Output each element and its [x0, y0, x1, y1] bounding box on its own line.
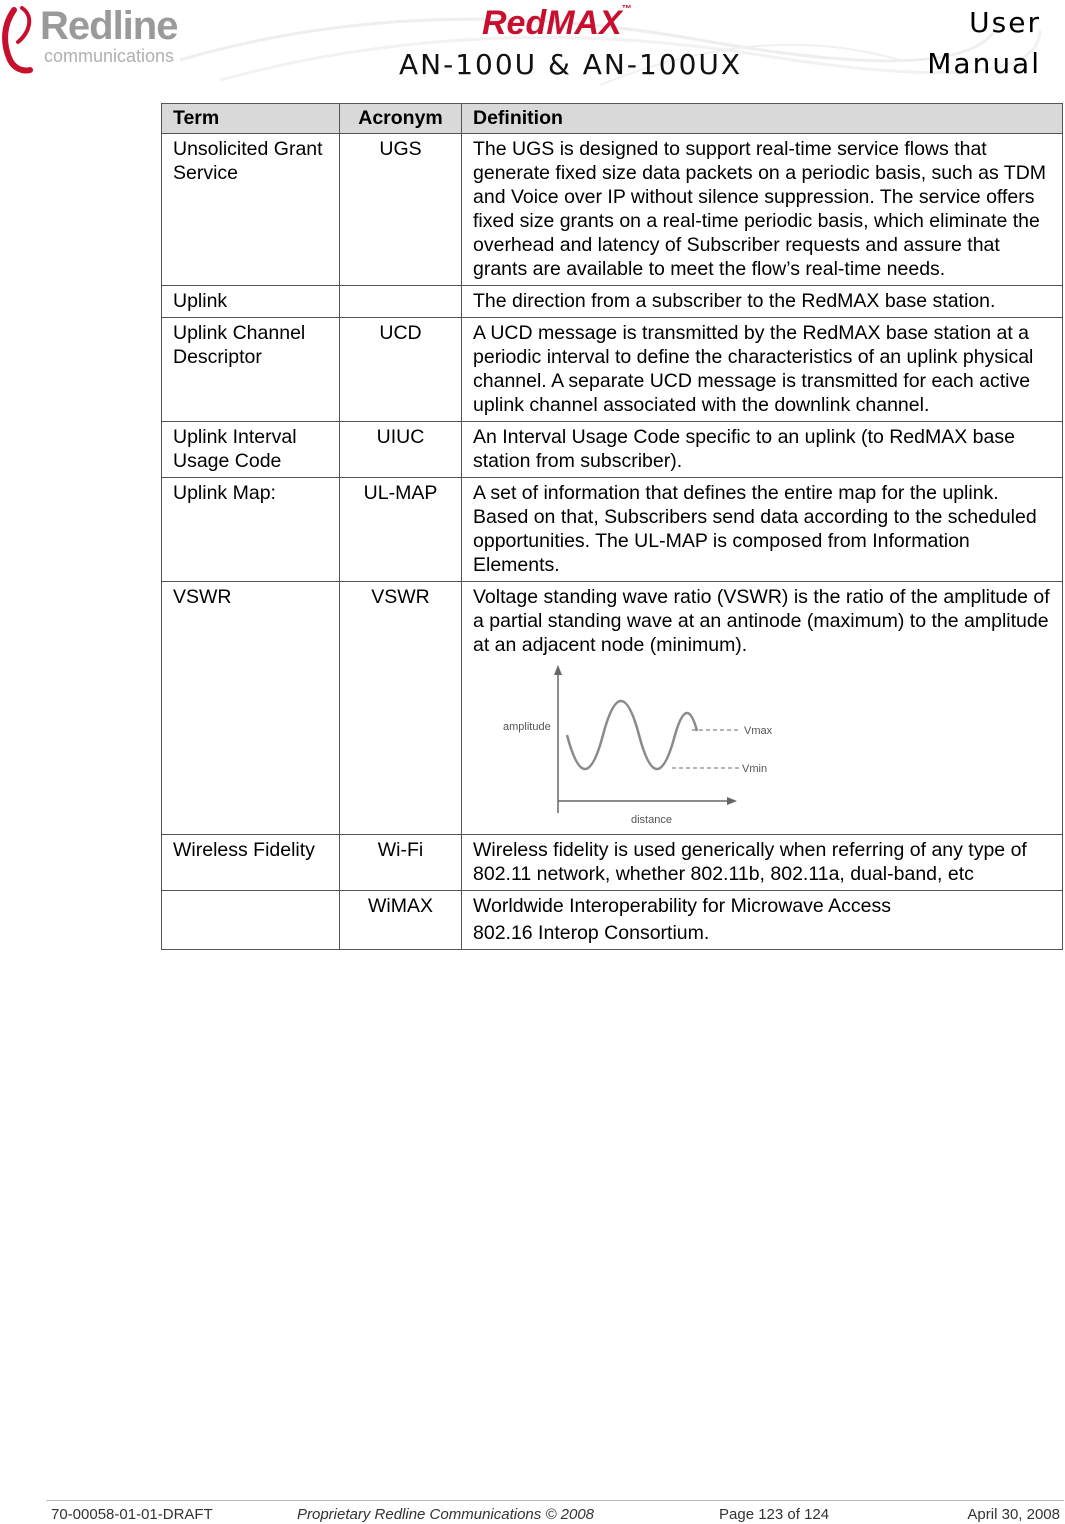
column-header-acronym: Acronym [340, 104, 462, 134]
footer-date: April 30, 2008 [967, 1506, 1060, 1523]
acronym-cell [340, 286, 462, 318]
document-type-line-2: Manual [927, 47, 1041, 80]
graph-x-label: distance [631, 814, 672, 826]
table-row [162, 582, 1063, 835]
table-row [162, 835, 1063, 891]
definition-cell [462, 582, 1063, 835]
column-header-definition: Definition [462, 104, 1063, 134]
redline-logo-word: Redline [40, 4, 178, 48]
table-row [162, 134, 1063, 286]
term-cell: Uplink Channel Descriptor [162, 318, 340, 422]
acronym-cell: UIUC [340, 422, 462, 478]
document-type [927, 2, 1041, 84]
definition-cell: The UGS is designed to support real-time service flows that generate fixed size data packets on a periodic basis, such as TDM and Voice over IP without silence suppression. The service offers fixed size grants on a real-time periodic basis, which eliminate the overhead and latency of Subscriber requests and assure that grants are available to meet the flow’s real-time needs. [462, 134, 1063, 286]
graph-x-axis-arrow [727, 797, 737, 805]
footer-page-number: Page 123 of 124 [719, 1506, 830, 1523]
acronym-cell: UCD [340, 318, 462, 422]
footer-proprietary-notice: Proprietary Redline Communications © 2008 [297, 1506, 595, 1523]
redmax-logo: RedMAX™ [482, 4, 632, 42]
acronym-cell: UL-MAP [340, 478, 462, 582]
term-cell: Unsolicited Grant Service [162, 134, 340, 286]
table-row [162, 318, 1063, 422]
term-cell: Uplink Interval Usage Code [162, 422, 340, 478]
acronym-cell: WiMAX [340, 891, 462, 950]
vswr-standing-wave-graph [487, 663, 777, 828]
definition-text: Voltage standing wave ratio (VSWR) is the ratio of the amplitude of a partial standing wave at an antinode (maximum) to the amplitude at an adjacent node (minimum). [473, 586, 1050, 656]
graph-y-axis-arrow [554, 665, 562, 675]
footer-doc-number: 70-00058-01-01-DRAFT [51, 1506, 213, 1523]
graph-y-label: amplitude [503, 721, 551, 733]
definition-cell: A set of information that defines the entire map for the uplink. Based on that, Subscribers send data according to the scheduled opportunities. The UL-MAP is composed from Information Elements. [462, 478, 1063, 582]
graph-vmin-label: Vmin [742, 763, 768, 775]
redline-logo [0, 2, 210, 72]
table-row [162, 286, 1063, 318]
term-cell [162, 891, 340, 950]
definition-cell: The direction from a subscriber to the RedMAX base station. [462, 286, 1063, 318]
acronym-cell: VSWR [340, 582, 462, 835]
column-header-term: Term [162, 104, 340, 134]
table-row [162, 891, 1063, 950]
acronym-cell: Wi-Fi [340, 835, 462, 891]
definition-cell [462, 891, 1063, 950]
definition-cell: An Interval Usage Code specific to an uplink (to RedMAX base station from subscriber). [462, 422, 1063, 478]
graph-vmax-label: Vmax [744, 725, 773, 737]
table-row [162, 478, 1063, 582]
definition-cell: Wireless fidelity is used generically when referring of any type of 802.11 network, whether 802.11b, 802.11a, dual-band, etc [462, 835, 1063, 891]
redline-logo-subtitle: communications [44, 46, 175, 66]
definition-text: Worldwide Interoperability for Microwave Access [473, 895, 891, 917]
definition-cell: A UCD message is transmitted by the RedMAX base station at a periodic interval to define the characteristics of an uplink physical channel. A separate UCD message is transmitted for each active uplink channel associated with the downlink channel. [462, 318, 1063, 422]
redline-swirl-icon [0, 2, 42, 74]
document-type-line-1: User [969, 6, 1041, 39]
acronym-cell: UGS [340, 134, 462, 286]
term-cell: Uplink Map: [162, 478, 340, 582]
table-row [162, 422, 1063, 478]
definition-text-2: 802.16 Interop Consortium. [473, 922, 710, 944]
standing-wave-curve [567, 701, 697, 769]
term-cell: VSWR [162, 582, 340, 835]
term-cell: Wireless Fidelity [162, 835, 340, 891]
term-cell: Uplink [162, 286, 340, 318]
footer-divider [46, 1500, 1064, 1501]
glossary-table [161, 103, 1063, 950]
product-model-title: AN-100U & AN-100UX [399, 48, 743, 81]
page-header [0, 0, 1065, 92]
table-header-row [162, 104, 1063, 134]
